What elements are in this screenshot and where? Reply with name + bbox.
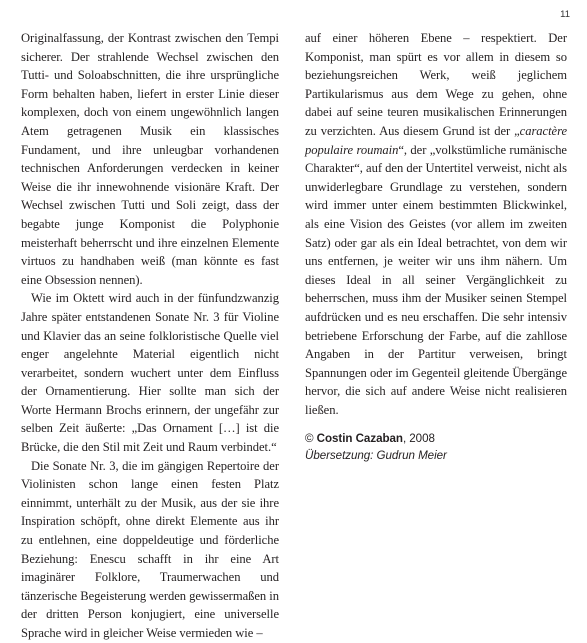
author-line	[305, 430, 567, 447]
italic-quote: caractère populaire roumain	[305, 123, 567, 157]
paragraph-2: Wie im Oktett wird auch in der fünfundzwanzig Jahre später entstandenen Sonate Nr. 3 für Violine und Klavier das an seine folkloristische Quelle viel enger angelehnte Material eigentlich nicht verarbeitet, sondern wuchert unter dem Einfluss der Ornamentierung. Hier sollte man sich der Worte Hermann Brochs erinnern, der ungefähr zur selben Zeit äußerte: „Das Ornament […] ist die Brücke, die den Stil mit Zeit und Raum verbindet.“	[21, 291, 279, 455]
copyright-symbol: ©	[305, 432, 314, 446]
translation-credit: Übersetzung: Gudrun Meier	[305, 449, 447, 463]
page-number: 11	[560, 9, 570, 20]
left-text-column	[21, 29, 279, 643]
paragraph-3: Die Sonate Nr. 3, die im gängigen Repertoire der Violinisten schon lange einen festen Platz einnimmt, unterhält zu der Musik, aus der sie ihre Inspiration schöpft, ohne direkt Elemente aus ihr zu entlehnen, eine doppeldeutige und förderliche Beziehung: Enescu schafft in ihr eine Art imaginärer Folklore, Traumerwachen und tänzerische Begeisterung werden gewissermaßen in der dritten Person konjugiert, eine universelle Sprache wird in gleicher Weise vermieden wie –	[21, 458, 279, 640]
right-text-column	[305, 29, 567, 464]
author-name: Costin Cazaban	[316, 432, 403, 446]
paragraph-4-start: auf einer höheren Ebene – respektiert. Der Komponist, man spürt es vor allem in diesem so beziehungsreichen Werk, weiß jeglichem Partikularismus aus dem Wege zu gehen, ohne dabei auf seine teuren musikalischen Erinnerungen zu verzichten. Aus diesem Grund ist der „	[305, 31, 567, 138]
credit-block	[305, 430, 567, 464]
paragraph-1: Originalfassung, der Kontrast zwischen den Tempi sicherer. Der strahlende Wechsel zwischen den Tutti- und Soloabschnitten, die ihre ursprüngliche Form behalten haben, liefert in erster Linie dieser komplexen, doch von einem ungewöhnlich langen Atem getragenen Musik ein klassisches Fundament, und ihre unleugbar vorhandenen technischen Anforderungen verdecken in keiner Weise die ihr innewohnende visionäre Kraft. Der Wechsel zwischen Tutti und Soli zeigt, dass der begabte junge Komponist die Polyphonie meisterhaft beherrscht und ihre einzelnen Elemente virtuos zu handhaben weiß (man könnte es fast eine Obsession nennen).	[21, 31, 279, 287]
paragraph-4-end: “, der „volkstümliche rumänische Charakter“, auf den der Untertitel verweist, nicht als unwiderlegbare Grundlage zu verstehen, sondern wird immer unter einem bestimmten Blickwinkel, als eine Vision des Geistes (vor allem im zweiten Satz) oder gar als ein Ideal betrachtet, von dem wir uns entfernen, je weiter wir uns ihm nähern. Um dieses Ideal in all seiner Vergänglichkeit zu beherrschen, muss ihm der Musiker seinen Stempel aufdrücken und es neu erschaffen. Die sehr intensiv betriebene Erforschung der Farbe, auf die zahllose Angaben in der Partitur verweisen, bringt Spannungen oder im Gegenteil gleitende Übergänge hervor, die sich auf andere Weise nicht realisieren ließen.	[305, 142, 567, 417]
credit-year: , 2008	[402, 432, 435, 446]
paragraph-4	[305, 29, 567, 419]
